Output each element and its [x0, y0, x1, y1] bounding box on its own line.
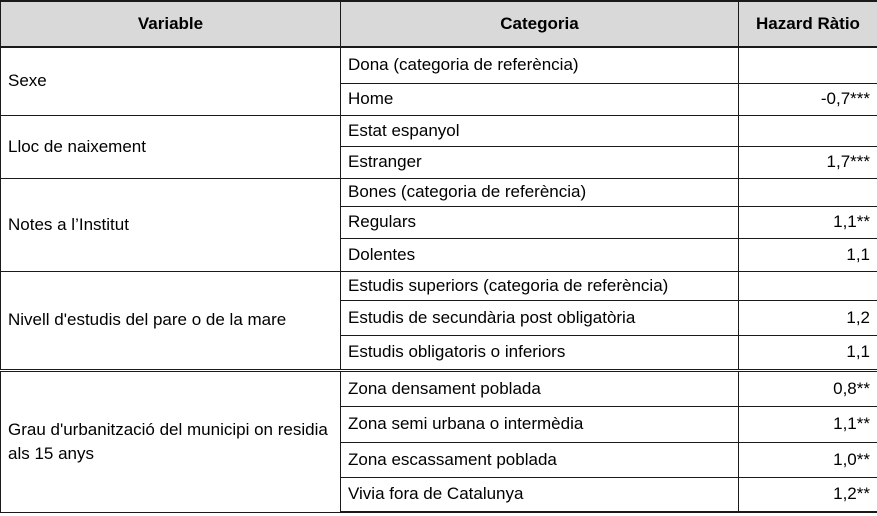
hazard-ratio-cell — [739, 47, 877, 83]
header-hazard-ratio: Hazard Ràtio — [739, 1, 877, 47]
category-cell: Bones (categoria de referència) — [341, 178, 739, 206]
hazard-ratio-cell: 1,7*** — [739, 146, 877, 178]
variable-cell: Lloc de naixement — [1, 115, 341, 178]
category-cell: Estudis de secundària post obligatòria — [341, 300, 739, 335]
variable-cell: Notes a l’Institut — [1, 178, 341, 271]
table-row — [1, 271, 877, 300]
header-variable: Variable — [1, 1, 341, 47]
table-header-row — [1, 1, 877, 47]
header-categoria: Categoria — [341, 1, 739, 47]
table-row — [1, 115, 877, 146]
category-cell: Zona densament poblada — [341, 370, 739, 406]
category-cell: Zona escassament poblada — [341, 442, 739, 477]
hazard-ratio-cell: 1,1 — [739, 238, 877, 271]
variable-cell: Grau d'urbanització del municipi on residia als 15 anys — [1, 370, 341, 512]
hazard-ratio-cell — [739, 271, 877, 300]
category-cell: Dolentes — [341, 238, 739, 271]
variable-cell: Sexe — [1, 47, 341, 115]
table-row — [1, 47, 877, 83]
category-cell: Estat espanyol — [341, 115, 739, 146]
hazard-ratio-cell: 1,0** — [739, 442, 877, 477]
hazard-ratio-cell: 1,1 — [739, 335, 877, 370]
category-cell: Dona (categoria de referència) — [341, 47, 739, 83]
category-cell: Estranger — [341, 146, 739, 178]
category-cell: Vivia fora de Catalunya — [341, 477, 739, 512]
variable-cell: Nivell d'estudis del pare o de la mare — [1, 271, 341, 370]
table-row — [1, 178, 877, 206]
category-cell: Estudis superiors (categoria de referència) — [341, 271, 739, 300]
category-cell: Estudis obligatoris o inferiors — [341, 335, 739, 370]
hazard-ratio-cell: -0,7*** — [739, 83, 877, 115]
hazard-ratio-cell — [739, 115, 877, 146]
category-cell: Zona semi urbana o intermèdia — [341, 406, 739, 442]
hazard-ratio-cell: 1,1** — [739, 206, 877, 238]
hazard-ratio-cell: 1,2** — [739, 477, 877, 512]
category-cell: Home — [341, 83, 739, 115]
category-cell: Regulars — [341, 206, 739, 238]
hazard-ratio-cell — [739, 178, 877, 206]
hazard-ratio-cell: 1,2 — [739, 300, 877, 335]
hazard-ratio-cell: 0,8** — [739, 370, 877, 406]
table-row — [1, 370, 877, 406]
hazard-ratio-cell: 1,1** — [739, 406, 877, 442]
